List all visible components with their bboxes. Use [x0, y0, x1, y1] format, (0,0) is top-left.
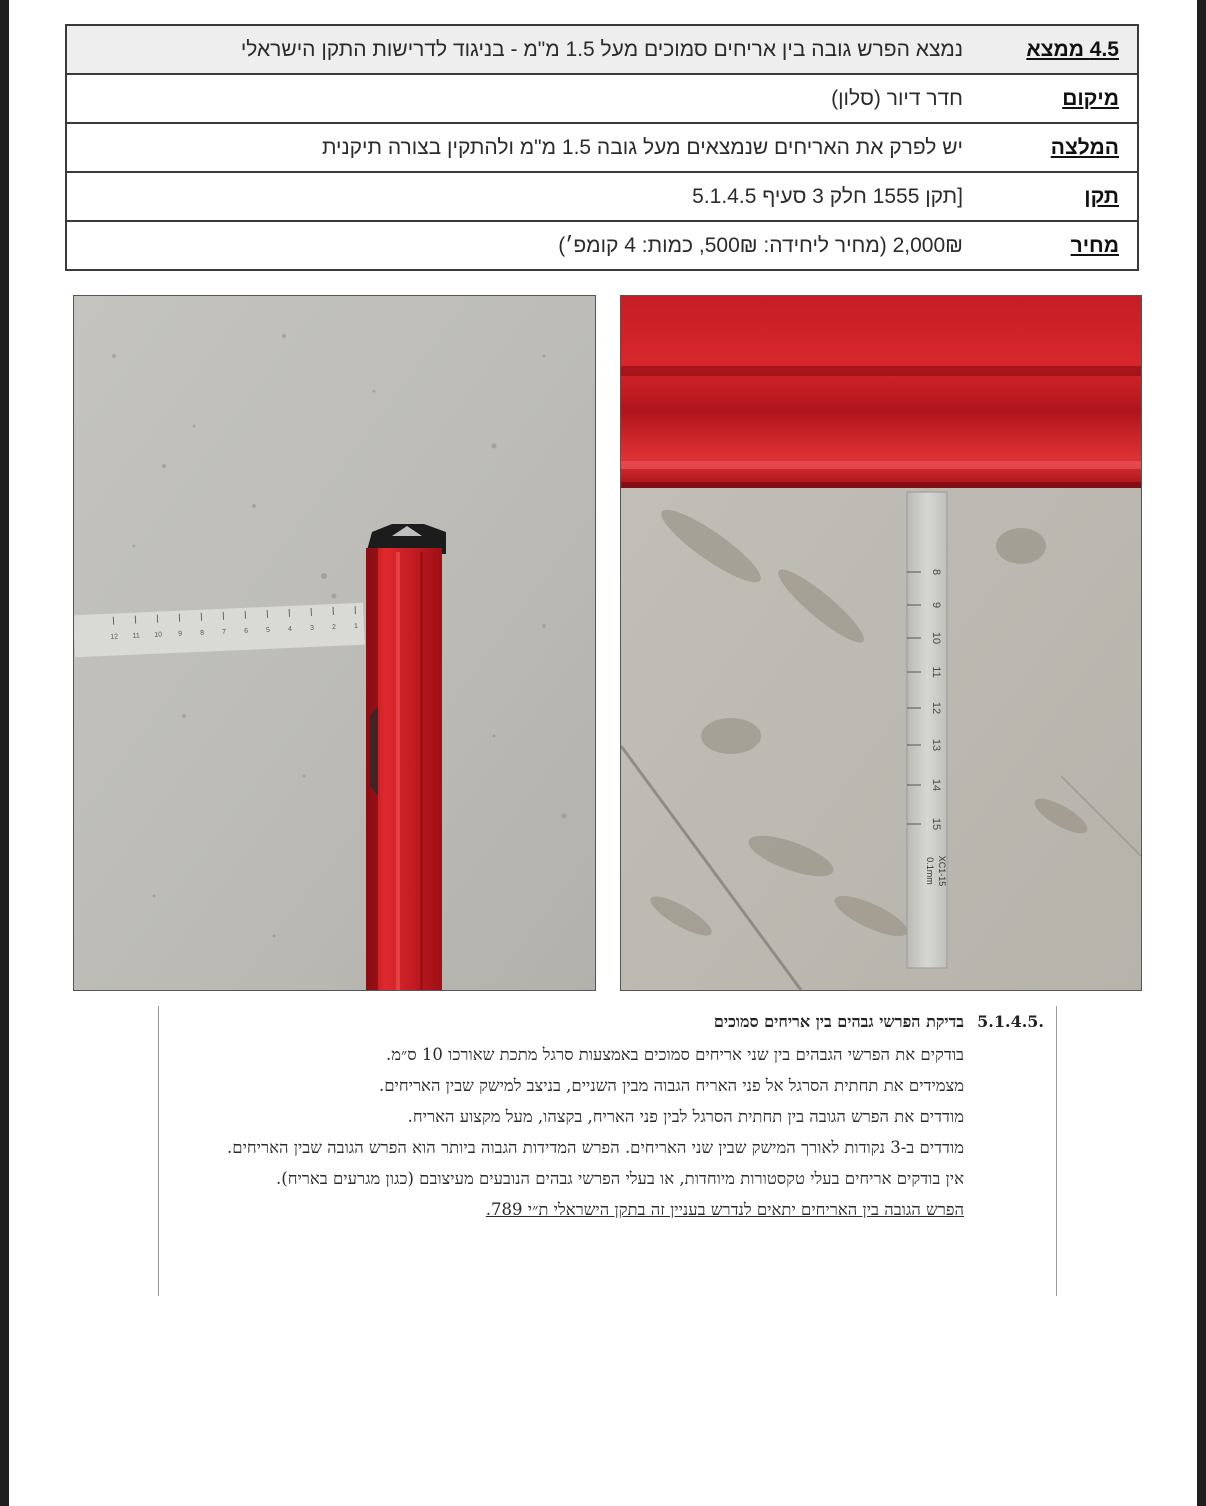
finding-label: 4.5 ממצא	[981, 25, 1138, 74]
paragraph: אין בודקים אריחים בעלי טקסטורות מיוחדות, או בעלי הפרשי גבהים הנובעים מעיצובם (כגון מגרעים באריח).	[276, 1169, 964, 1188]
ruler-number: 11	[132, 632, 140, 640]
ruler-number: 9	[178, 630, 183, 638]
price-row	[66, 221, 1138, 270]
ruler-number: 14	[930, 778, 942, 792]
ruler-number: 5	[265, 626, 271, 634]
ruler-number: 4	[287, 625, 293, 633]
section-title: בדיקת הפרשי גבהים בין אריחים סמוכים	[713, 1012, 964, 1031]
ruler-model-label: XC1-15	[937, 855, 947, 887]
location-row	[66, 74, 1138, 123]
section-body	[189, 1039, 964, 1225]
ruler-number: 1	[353, 622, 359, 631]
section-number: .5.1.4.5	[977, 1012, 1044, 1031]
ruler-number: 10	[154, 631, 163, 639]
ruler-number: 2	[331, 623, 337, 632]
finding-row	[66, 25, 1138, 74]
ruler-number: 9	[930, 601, 942, 609]
recommendation-label: המלצה	[981, 123, 1138, 172]
recommendation-row	[66, 123, 1138, 172]
photo-right-drawing	[621, 296, 1141, 990]
ruler-number: 8	[930, 568, 942, 576]
ruler-number: 7	[222, 628, 227, 636]
photo-level-horizontal-ruler	[73, 295, 596, 991]
paragraph: מודדים ב-3 נקודות לאורך המישק שבין שני האריחים. הפרש המדידות הגבוה ביותר הוא הפרש הגובה שבין האריחים.	[227, 1138, 964, 1157]
ruler-number: 15	[930, 817, 942, 831]
price-value: 2,000₪ (מחיר ליחידה: 500₪, כמות: 4 קומפ׳)	[66, 221, 981, 270]
finding-table	[65, 24, 1139, 271]
ruler-number: 12	[930, 701, 942, 715]
photo-left-drawing	[74, 296, 595, 990]
standard-excerpt	[158, 1006, 1057, 1296]
standard-value: [תקן 1555 חלק 3 סעיף 5.1.4.5	[66, 172, 981, 221]
scan-edge-right	[1197, 0, 1206, 1506]
ruler-number: 8	[200, 629, 205, 637]
ruler-number: 6	[243, 627, 249, 635]
paragraph: מצמידים את תחתית הסרגל אל פני האריח הגבוה מבין השניים, בניצב למישק שבין האריחים.	[378, 1076, 964, 1095]
red-spirit-level	[621, 296, 1141, 488]
ruler-number: 11	[930, 666, 942, 678]
location-label: מיקום	[981, 74, 1138, 123]
price-label: מחיר	[981, 221, 1138, 270]
requirement-line: הפרש הגובה בין האריחים יתאים לנדרש בעניין זה בתקן הישראלי ת״י 789.	[485, 1200, 964, 1219]
standard-label: תקן	[981, 172, 1138, 221]
location-value: חדר דיור (סלון)	[66, 74, 981, 123]
photo-level-vertical-ruler	[620, 295, 1142, 991]
ruler-number: 10	[930, 631, 942, 645]
recommendation-value: יש לפרק את האריחים שנמצאים מעל גובה 1.5 מ"מ ולהתקין בצורה תיקנית	[66, 123, 981, 172]
standard-row	[66, 172, 1138, 221]
steel-ruler	[907, 492, 947, 968]
ruler-number: 3	[309, 624, 315, 633]
scan-edge-left	[0, 0, 9, 1506]
finding-value: נמצא הפרש גובה בין אריחים סמוכים מעל 1.5 מ"מ - בניגוד לדרישות התקן הישראלי	[66, 25, 981, 74]
ruler-number: 13	[930, 738, 942, 752]
paragraph: מודדים את הפרש הגובה בין תחתית הסרגל לבין פני האריח, בקצהו, מעל מקצוע האריח.	[407, 1107, 964, 1126]
paragraph: בודקים את הפרשי הגבהים בין שני אריחים סמוכים באמצעות סרגל מתכת שאורכו 10 ס״מ.	[385, 1045, 964, 1064]
ruler-number: 12	[110, 633, 119, 641]
ruler-resolution-label: 0.1mm	[925, 857, 935, 885]
